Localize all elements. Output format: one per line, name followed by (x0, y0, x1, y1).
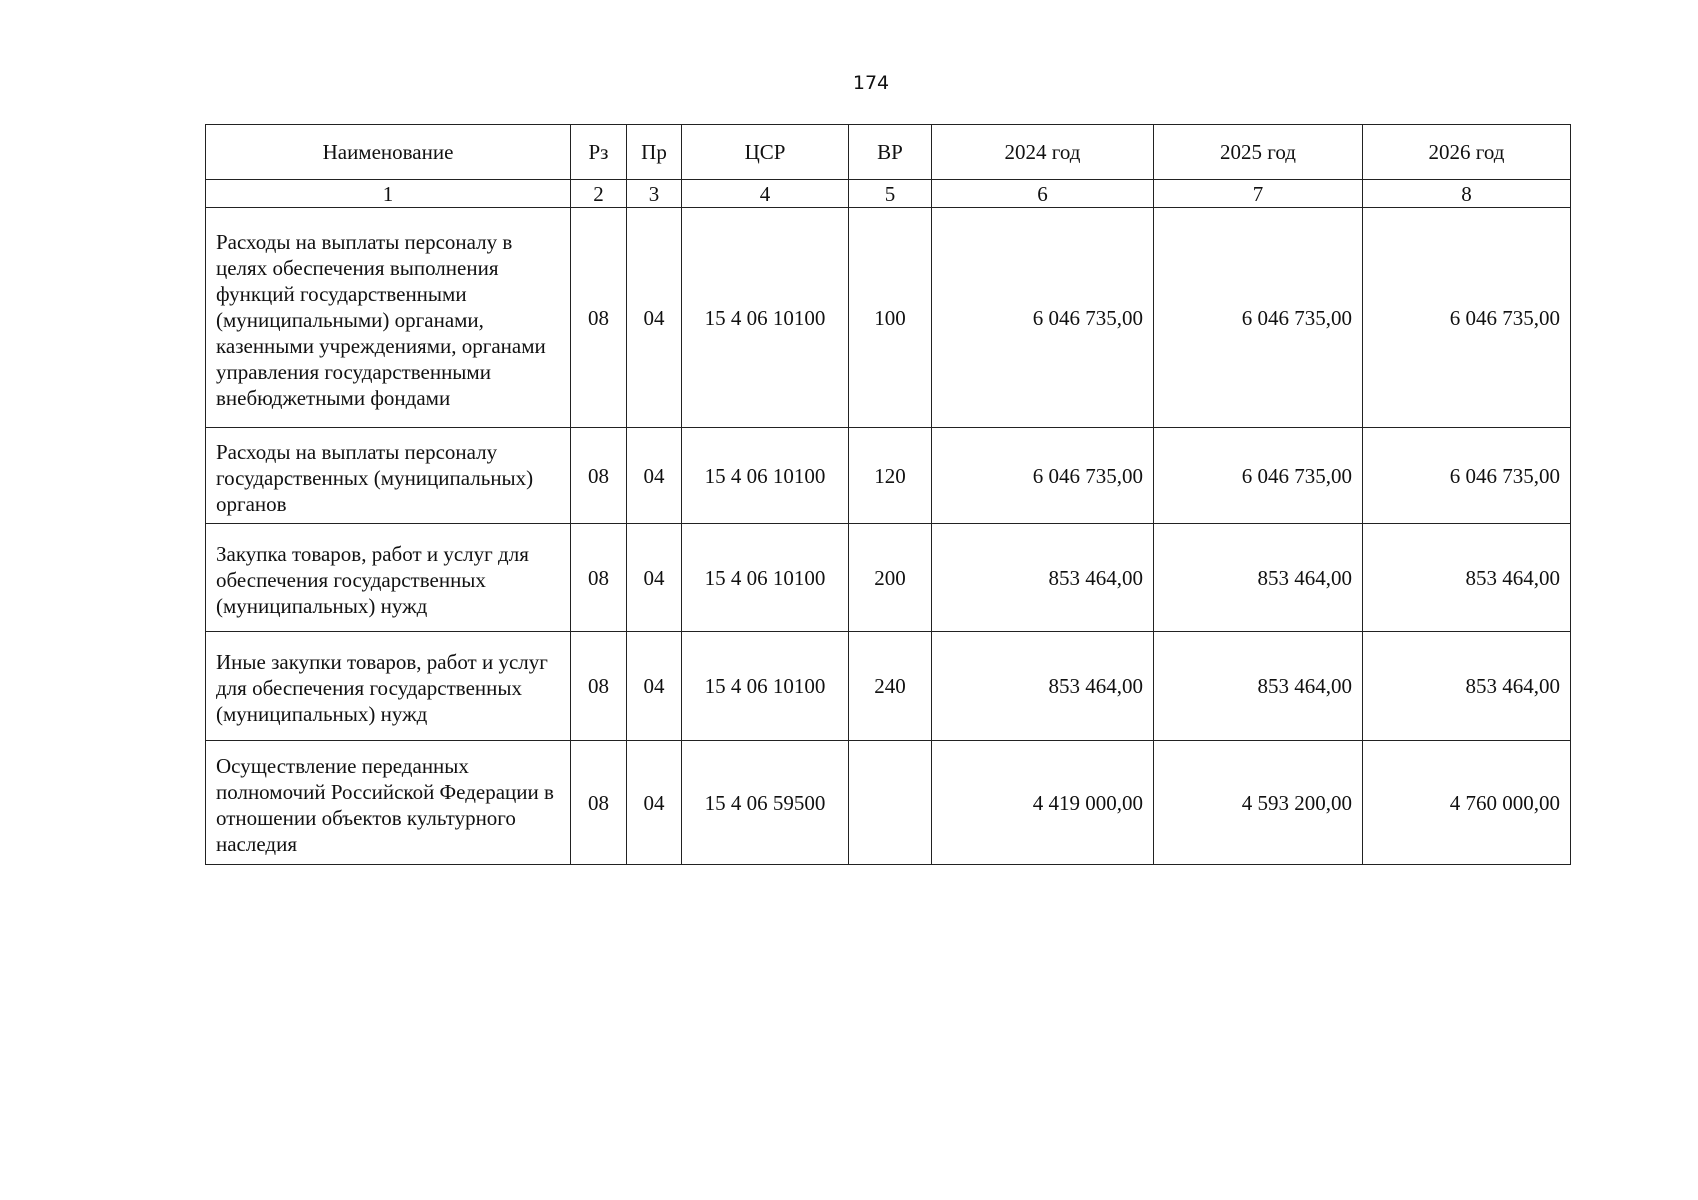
header-2026: 2026 год (1363, 125, 1571, 180)
row-name-text: Расходы на выплаты персоналу государственных (муниципальных) органов (216, 439, 534, 516)
page-number: 174 (852, 72, 890, 94)
row-pr: 04 (627, 741, 682, 865)
row-name (206, 428, 571, 524)
row-vr (849, 741, 932, 865)
row-name-text: Иные закупки товаров, работ и услуг для обеспечения государственных (муниципальных) нужд (216, 650, 548, 726)
column-number: 8 (1363, 180, 1571, 208)
header-2025: 2025 год (1154, 125, 1363, 180)
row-csr: 15 4 06 10100 (682, 632, 849, 741)
row-pr: 04 (627, 524, 682, 632)
row-2024: 4 419 000,00 (932, 741, 1154, 865)
row-2026: 853 464,00 (1363, 524, 1571, 632)
header-rz: Рз (571, 125, 627, 180)
column-number: 3 (627, 180, 682, 208)
row-2024: 853 464,00 (932, 632, 1154, 741)
row-2025: 6 046 735,00 (1154, 428, 1363, 524)
column-number: 7 (1154, 180, 1363, 208)
row-csr: 15 4 06 10100 (682, 208, 849, 428)
row-name-text: Расходы на выплаты персоналу в целях обеспечения выполнения функций государственными (муниципальными) органами, казенными учреждениями, органами управления государственными внебюджетными фондами (216, 229, 546, 410)
table-row (206, 632, 1571, 741)
row-name-text: Закупка товаров, работ и услуг для обеспечения государственных (муниципальных) нужд (216, 541, 529, 618)
row-name (206, 632, 571, 741)
table-row (206, 524, 1571, 632)
row-vr: 240 (849, 632, 932, 741)
row-2025: 853 464,00 (1154, 632, 1363, 741)
row-csr: 15 4 06 59500 (682, 741, 849, 865)
row-rz: 08 (571, 632, 627, 741)
row-2024: 853 464,00 (932, 524, 1154, 632)
row-2026: 4 760 000,00 (1363, 741, 1571, 865)
row-pr: 04 (627, 632, 682, 741)
row-rz: 08 (571, 741, 627, 865)
row-vr: 120 (849, 428, 932, 524)
row-csr: 15 4 06 10100 (682, 428, 849, 524)
row-vr: 100 (849, 208, 932, 428)
column-number: 2 (571, 180, 627, 208)
row-2024: 6 046 735,00 (932, 428, 1154, 524)
header-name: Наименование (206, 125, 571, 180)
row-rz: 08 (571, 428, 627, 524)
row-2025: 853 464,00 (1154, 524, 1363, 632)
column-number: 4 (682, 180, 849, 208)
header-csr: ЦСР (682, 125, 849, 180)
row-rz: 08 (571, 208, 627, 428)
table-row (206, 208, 1571, 428)
column-number-row (206, 180, 1571, 208)
header-2024: 2024 год (932, 125, 1154, 180)
row-csr: 15 4 06 10100 (682, 524, 849, 632)
budget-table (205, 124, 1571, 865)
header-vr: ВР (849, 125, 932, 180)
row-2026: 6 046 735,00 (1363, 208, 1571, 428)
column-number: 5 (849, 180, 932, 208)
table-row (206, 428, 1571, 524)
row-name (206, 208, 571, 428)
table-row (206, 741, 1571, 865)
row-2024: 6 046 735,00 (932, 208, 1154, 428)
row-2025: 6 046 735,00 (1154, 208, 1363, 428)
row-rz: 08 (571, 524, 627, 632)
row-2026: 853 464,00 (1363, 632, 1571, 741)
row-name (206, 524, 571, 632)
row-name-text: Осуществление переданных полномочий Российской Федерации в отношении объектов культурного наследия (216, 753, 554, 856)
row-pr: 04 (627, 428, 682, 524)
row-pr: 04 (627, 208, 682, 428)
header-row (206, 125, 1571, 180)
row-2026: 6 046 735,00 (1363, 428, 1571, 524)
column-number: 6 (932, 180, 1154, 208)
column-number: 1 (206, 180, 571, 208)
row-vr: 200 (849, 524, 932, 632)
header-pr: Пр (627, 125, 682, 180)
row-2025: 4 593 200,00 (1154, 741, 1363, 865)
row-name (206, 741, 571, 865)
